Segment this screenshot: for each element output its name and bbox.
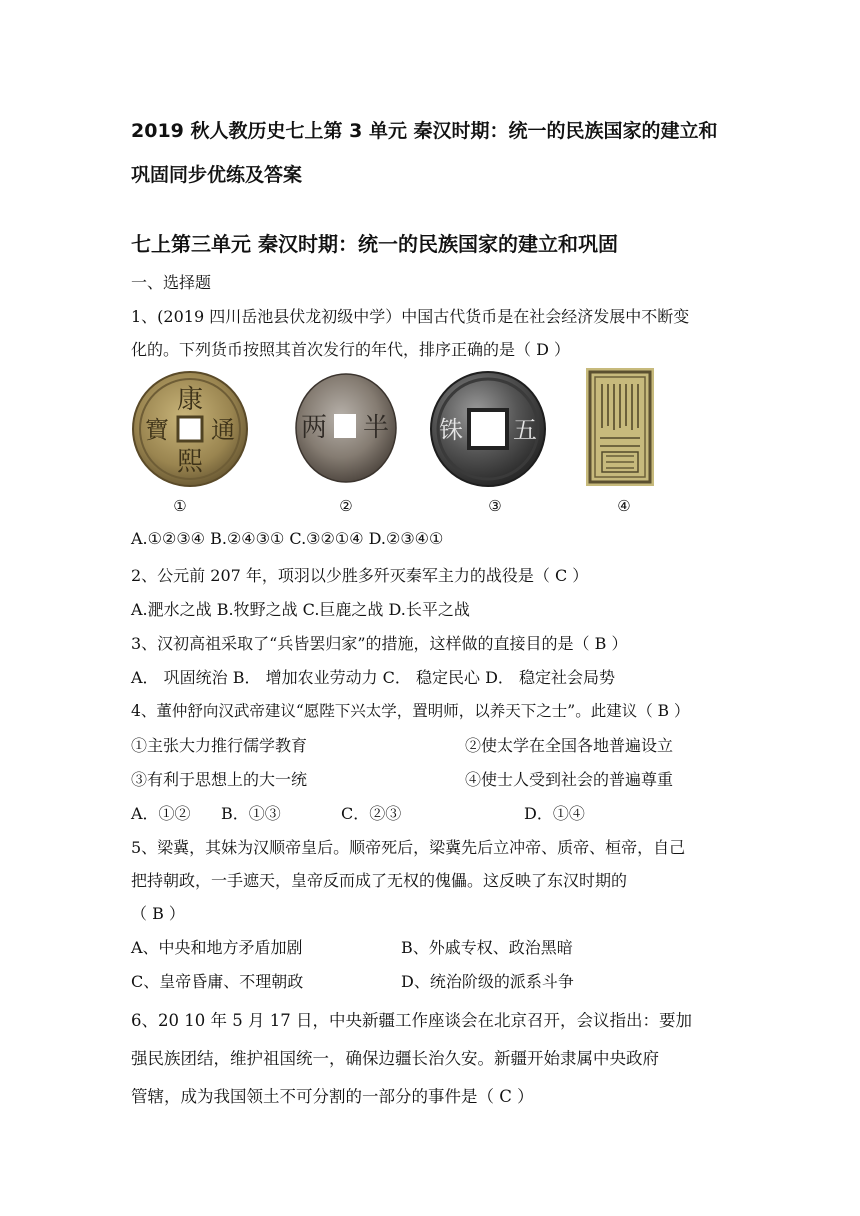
q6-stem-line1: 6、20 10 年 5 月 17 日，中央新疆工作座谈会在北京召开，会议指出：要加 xyxy=(131,1011,692,1030)
q3-options: A． 巩固统治 B． 增加农业劳动力 C． 稳定民心 D． 稳定社会局势 xyxy=(131,668,615,687)
image-caption-2: ② xyxy=(339,497,353,515)
q4-option-d: D．①④ xyxy=(524,804,585,823)
q5-stem-line1: 5、梁冀，其妹为汉顺帝皇后。顺帝死后，梁冀先后立冲帝、质帝、桓帝，自己 xyxy=(131,838,686,857)
q6-stem-line3: 管辖，成为我国领土不可分割的一部分的事件是（ C ） xyxy=(131,1087,534,1106)
coin1-char-left: 寶 xyxy=(145,416,169,444)
coin-kangxi-image xyxy=(131,370,249,488)
q4-item-1: ①主张大力推行儒学教育 xyxy=(131,736,308,755)
coin-banliang-image xyxy=(294,372,398,484)
q5-option-a: A、中央和地方矛盾加剧 xyxy=(131,938,303,957)
q1-stem-line1: 1、(2019 四川岳池县伏龙初级中学）中国古代货币是在社会经济发展中不断变 xyxy=(131,307,690,326)
q3-stem: 3、汉初高祖采取了“兵皆罢归家”的措施，这样做的直接目的是（ B ） xyxy=(131,634,628,653)
q5-option-c: C、皇帝昏庸、不理朝政 xyxy=(131,972,304,991)
q6-stem-line2: 强民族团结，维护祖国统一，确保边疆长治久安。新疆开始隶属中央政府 xyxy=(131,1049,659,1068)
coin2-char-left: 两 xyxy=(300,413,328,443)
q4-option-b: B．①③ xyxy=(221,804,281,823)
document-title-line2: 巩固同步优练及答案 xyxy=(131,164,303,186)
q2-stem: 2、公元前 207 年，项羽以少胜多歼灭秦军主力的战役是（ C ） xyxy=(131,566,589,585)
image-caption-3: ③ xyxy=(488,497,502,515)
jiaozi-note-image xyxy=(586,368,654,486)
q4-item-3: ③有利于思想上的大一统 xyxy=(131,770,308,789)
q5-answer: （ B ） xyxy=(131,904,185,923)
section-heading: 一、选择题 xyxy=(131,273,212,292)
q5-stem-line2: 把持朝政，一手遮天，皇帝反而成了无权的傀儡。这反映了东汉时期的 xyxy=(131,871,628,890)
q4-option-c: C．②③ xyxy=(341,804,402,823)
q5-option-d: D、统治阶级的派系斗争 xyxy=(401,972,574,991)
coin2-char-right: 半 xyxy=(362,413,390,443)
document-title-line1: 2019 秋人教历史七上第 3 单元 秦汉时期：统一的民族国家的建立和 xyxy=(131,120,718,142)
q4-item-4: ④使士人受到社会的普遍尊重 xyxy=(465,770,674,789)
q4-item-2: ②使太学在全国各地普遍设立 xyxy=(465,736,674,755)
coin3-char-right: 五 xyxy=(513,416,537,444)
q1-stem-line2: 化的。下列货币按照其首次发行的年代，排序正确的是（ D ） xyxy=(131,340,571,359)
unit-heading: 七上第三单元 秦汉时期：统一的民族国家的建立和巩固 xyxy=(131,232,618,256)
image-caption-4: ④ xyxy=(617,497,631,515)
coin1-char-bottom: 熙 xyxy=(176,447,204,477)
coin-wuzhu-image xyxy=(429,370,547,488)
coin3-char-left: 铢 xyxy=(439,416,463,444)
q4-stem: 4、董仲舒向汉武帝建议“愿陛下兴太学，置明师，以养天下之士”。此建议（ B ） xyxy=(131,702,690,720)
q5-option-b: B、外戚专权、政治黑暗 xyxy=(401,938,573,957)
coin1-char-top: 康 xyxy=(176,385,204,415)
q2-options: A.淝水之战 B.牧野之战 C.巨鹿之战 D.长平之战 xyxy=(131,600,470,619)
image-caption-1: ① xyxy=(173,497,187,515)
q1-options: A.①②③④ B.②④③① C.③②①④ D.②③④① xyxy=(131,529,444,548)
q4-option-a: A．①② xyxy=(131,804,191,823)
coin1-char-right: 通 xyxy=(211,416,235,444)
